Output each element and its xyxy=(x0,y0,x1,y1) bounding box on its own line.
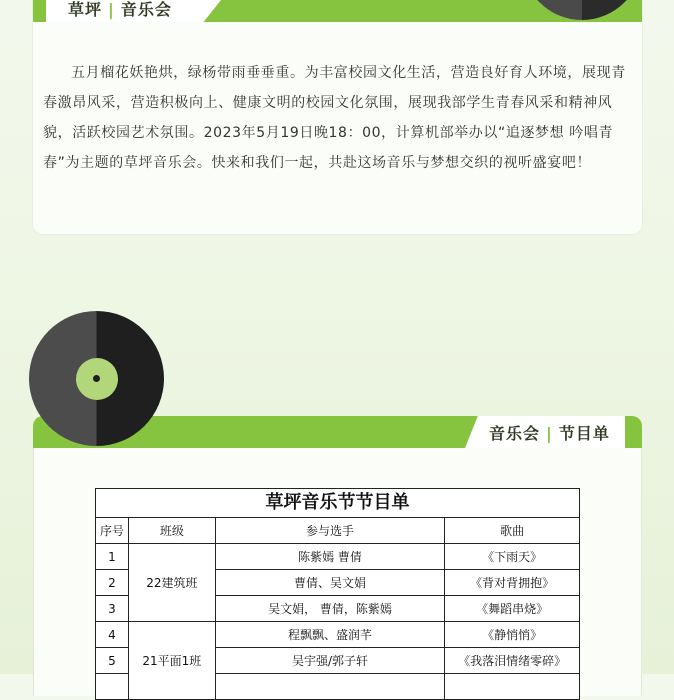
header-class: 班级 xyxy=(128,518,215,544)
cell-performers xyxy=(215,674,444,700)
cell-no: 1 xyxy=(96,544,129,570)
cell-performers: 曹倩、吴文娟 xyxy=(215,570,444,596)
cell-no: 5 xyxy=(96,648,129,674)
vinyl-record-icon xyxy=(29,311,164,446)
cell-song: 《舞蹈串烧》 xyxy=(445,596,580,622)
program-table xyxy=(95,488,580,700)
vinyl-hole xyxy=(93,375,100,382)
cell-song: 《下雨天》 xyxy=(445,544,580,570)
title-right: 节目单 xyxy=(558,424,610,443)
cell-performers: 吴宇强/郭子轩 xyxy=(215,648,444,674)
title-divider: | xyxy=(546,424,553,443)
cell-no: 4 xyxy=(96,622,129,648)
title-left: 音乐会 xyxy=(489,424,541,443)
cell-no: 2 xyxy=(96,570,129,596)
header-song: 歌曲 xyxy=(445,518,580,544)
cell-song: 《背对背拥抱》 xyxy=(445,570,580,596)
cell-song: 《我落泪情绪零碎》 xyxy=(445,648,580,674)
program-section-title xyxy=(489,421,610,444)
table-row xyxy=(96,622,580,648)
table-row xyxy=(96,544,580,570)
intro-section-title xyxy=(68,0,172,20)
header-no: 序号 xyxy=(96,518,129,544)
cell-performers: 程飘飘、盛润芊 xyxy=(215,622,444,648)
header-performers: 参与选手 xyxy=(215,518,444,544)
title-right: 音乐会 xyxy=(120,0,172,19)
cell-class: 22建筑班 xyxy=(128,544,215,622)
cell-performers: 吴文娟， 曹倩，陈紫嫣 xyxy=(215,596,444,622)
program-table-caption: 草坪音乐节节目单 xyxy=(95,488,580,517)
cell-song xyxy=(445,674,580,700)
table-header-row xyxy=(96,518,580,544)
cell-performers: 陈紫嫣 曹倩 xyxy=(215,544,444,570)
cell-no: 3 xyxy=(96,596,129,622)
title-divider: | xyxy=(108,0,115,19)
title-left: 草坪 xyxy=(68,0,103,19)
cell-song: 《静悄悄》 xyxy=(445,622,580,648)
intro-paragraph: 五月榴花妖艳烘，绿杨带雨垂垂重。为丰富校园文化生活，营造良好育人环境，展现青春激昂风采，营造积极向上、健康文明的校园文化氛围，展现我部学生青春风采和精神风貌，活跃校园艺术氛围。2023年5月19日晚18：00，计算机部举办以“追逐梦想 吟唱青春”为主题的草坪音乐会。快来和我们一起，共赴这场音乐与梦想交织的视听盛宴吧！ xyxy=(43,65,626,171)
cell-class: 21平面1班 xyxy=(128,622,215,700)
cell-no xyxy=(96,674,129,700)
